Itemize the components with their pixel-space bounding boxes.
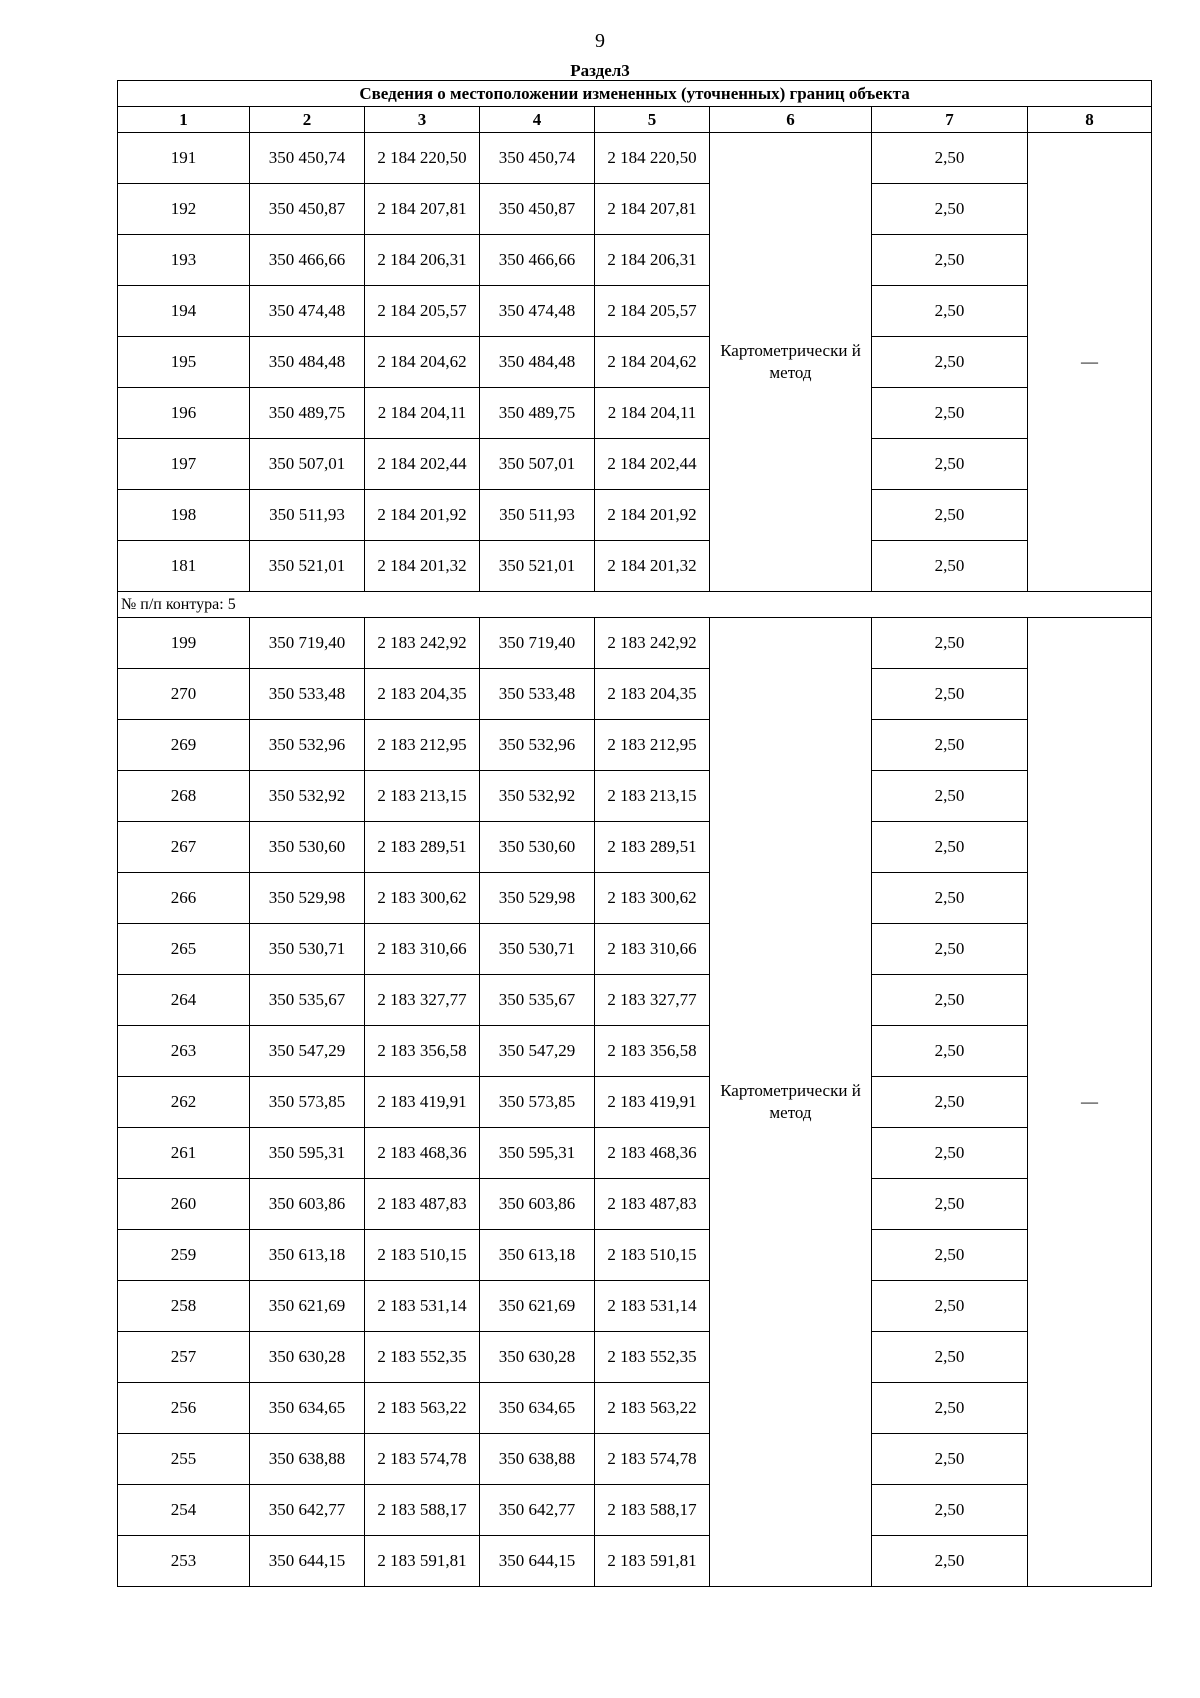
point-number-cell: 259 [118, 1230, 250, 1281]
y-new-cell: 2 183 574,78 [595, 1434, 710, 1485]
x-existing-cell: 350 530,71 [250, 924, 365, 975]
point-number-cell: 181 [118, 541, 250, 592]
y-new-cell: 2 183 213,15 [595, 771, 710, 822]
column-header-3: 3 [365, 107, 480, 133]
precision-cell: 2,50 [872, 439, 1028, 490]
method-cell: Картометрически й метод [710, 133, 872, 592]
point-number-cell: 262 [118, 1077, 250, 1128]
boundary-coordinates-table [117, 80, 1152, 1587]
x-existing-cell: 350 634,65 [250, 1383, 365, 1434]
page-number: 9 [595, 30, 605, 52]
column-header-7: 7 [872, 107, 1028, 133]
y-new-cell: 2 184 202,44 [595, 439, 710, 490]
x-existing-cell: 350 529,98 [250, 873, 365, 924]
point-number-cell: 264 [118, 975, 250, 1026]
x-existing-cell: 350 613,18 [250, 1230, 365, 1281]
y-new-cell: 2 184 201,92 [595, 490, 710, 541]
precision-cell: 2,50 [872, 822, 1028, 873]
table-row [118, 388, 1152, 439]
y-existing-cell: 2 184 207,81 [365, 184, 480, 235]
table-row [118, 720, 1152, 771]
x-new-cell: 350 573,85 [480, 1077, 595, 1128]
table-row [118, 286, 1152, 337]
table-title-row [118, 81, 1152, 107]
point-number-cell: 270 [118, 669, 250, 720]
y-existing-cell: 2 183 356,58 [365, 1026, 480, 1077]
x-existing-cell: 350 533,48 [250, 669, 365, 720]
table-row [118, 1128, 1152, 1179]
y-new-cell: 2 184 204,11 [595, 388, 710, 439]
y-existing-cell: 2 183 327,77 [365, 975, 480, 1026]
y-new-cell: 2 183 588,17 [595, 1485, 710, 1536]
y-existing-cell: 2 184 220,50 [365, 133, 480, 184]
precision-cell: 2,50 [872, 873, 1028, 924]
table-row [118, 184, 1152, 235]
y-existing-cell: 2 183 289,51 [365, 822, 480, 873]
contour-label: № п/п контура: 5 [118, 592, 1152, 618]
column-header-1: 1 [118, 107, 250, 133]
table-row [118, 1230, 1152, 1281]
precision-cell: 2,50 [872, 1281, 1028, 1332]
table-row [118, 822, 1152, 873]
y-existing-cell: 2 183 213,15 [365, 771, 480, 822]
y-existing-cell: 2 184 206,31 [365, 235, 480, 286]
y-new-cell: 2 183 289,51 [595, 822, 710, 873]
x-new-cell: 350 630,28 [480, 1332, 595, 1383]
x-existing-cell: 350 547,29 [250, 1026, 365, 1077]
point-number-cell: 254 [118, 1485, 250, 1536]
precision-cell: 2,50 [872, 618, 1028, 669]
table-row [118, 1281, 1152, 1332]
x-new-cell: 350 719,40 [480, 618, 595, 669]
point-number-cell: 260 [118, 1179, 250, 1230]
y-existing-cell: 2 183 574,78 [365, 1434, 480, 1485]
y-new-cell: 2 183 419,91 [595, 1077, 710, 1128]
x-new-cell: 350 533,48 [480, 669, 595, 720]
description-cell: — [1028, 618, 1152, 1587]
table-row [118, 490, 1152, 541]
point-number-cell: 255 [118, 1434, 250, 1485]
precision-cell: 2,50 [872, 1485, 1028, 1536]
y-existing-cell: 2 183 310,66 [365, 924, 480, 975]
x-new-cell: 350 521,01 [480, 541, 595, 592]
point-number-cell: 267 [118, 822, 250, 873]
table-row [118, 1434, 1152, 1485]
table-row [118, 541, 1152, 592]
y-new-cell: 2 183 356,58 [595, 1026, 710, 1077]
point-number-cell: 269 [118, 720, 250, 771]
y-new-cell: 2 183 487,83 [595, 1179, 710, 1230]
x-existing-cell: 350 603,86 [250, 1179, 365, 1230]
y-existing-cell: 2 184 204,11 [365, 388, 480, 439]
y-existing-cell: 2 183 212,95 [365, 720, 480, 771]
x-new-cell: 350 595,31 [480, 1128, 595, 1179]
column-number-row [118, 107, 1152, 133]
x-existing-cell: 350 484,48 [250, 337, 365, 388]
precision-cell: 2,50 [872, 286, 1028, 337]
precision-cell: 2,50 [872, 541, 1028, 592]
x-existing-cell: 350 630,28 [250, 1332, 365, 1383]
x-new-cell: 350 511,93 [480, 490, 595, 541]
y-new-cell: 2 183 531,14 [595, 1281, 710, 1332]
y-existing-cell: 2 183 419,91 [365, 1077, 480, 1128]
table-row [118, 1485, 1152, 1536]
table-row [118, 618, 1152, 669]
x-existing-cell: 350 511,93 [250, 490, 365, 541]
x-new-cell: 350 530,60 [480, 822, 595, 873]
x-existing-cell: 350 530,60 [250, 822, 365, 873]
x-existing-cell: 350 595,31 [250, 1128, 365, 1179]
x-existing-cell: 350 532,96 [250, 720, 365, 771]
point-number-cell: 195 [118, 337, 250, 388]
column-header-2: 2 [250, 107, 365, 133]
y-existing-cell: 2 183 588,17 [365, 1485, 480, 1536]
x-existing-cell: 350 535,67 [250, 975, 365, 1026]
x-new-cell: 350 535,67 [480, 975, 595, 1026]
point-number-cell: 196 [118, 388, 250, 439]
contour-row [118, 592, 1152, 618]
x-existing-cell: 350 532,92 [250, 771, 365, 822]
y-new-cell: 2 183 204,35 [595, 669, 710, 720]
table-body [118, 81, 1152, 1587]
y-existing-cell: 2 183 300,62 [365, 873, 480, 924]
y-existing-cell: 2 183 563,22 [365, 1383, 480, 1434]
x-new-cell: 350 507,01 [480, 439, 595, 490]
x-existing-cell: 350 644,15 [250, 1536, 365, 1587]
x-new-cell: 350 474,48 [480, 286, 595, 337]
point-number-cell: 194 [118, 286, 250, 337]
point-number-cell: 266 [118, 873, 250, 924]
precision-cell: 2,50 [872, 1332, 1028, 1383]
precision-cell: 2,50 [872, 490, 1028, 541]
y-existing-cell: 2 183 468,36 [365, 1128, 480, 1179]
y-new-cell: 2 184 207,81 [595, 184, 710, 235]
y-existing-cell: 2 183 531,14 [365, 1281, 480, 1332]
table-row [118, 337, 1152, 388]
y-existing-cell: 2 184 204,62 [365, 337, 480, 388]
point-number-cell: 198 [118, 490, 250, 541]
table-row [118, 924, 1152, 975]
point-number-cell: 261 [118, 1128, 250, 1179]
x-existing-cell: 350 474,48 [250, 286, 365, 337]
point-number-cell: 253 [118, 1536, 250, 1587]
y-existing-cell: 2 183 591,81 [365, 1536, 480, 1587]
point-number-cell: 192 [118, 184, 250, 235]
x-existing-cell: 350 573,85 [250, 1077, 365, 1128]
point-number-cell: 258 [118, 1281, 250, 1332]
x-new-cell: 350 621,69 [480, 1281, 595, 1332]
x-new-cell: 350 532,92 [480, 771, 595, 822]
x-new-cell: 350 634,65 [480, 1383, 595, 1434]
y-new-cell: 2 184 205,57 [595, 286, 710, 337]
precision-cell: 2,50 [872, 1536, 1028, 1587]
point-number-cell: 257 [118, 1332, 250, 1383]
precision-cell: 2,50 [872, 1434, 1028, 1485]
x-new-cell: 350 530,71 [480, 924, 595, 975]
section-label: Раздел3 [570, 61, 630, 80]
table-row [118, 1383, 1152, 1434]
y-new-cell: 2 183 591,81 [595, 1536, 710, 1587]
y-existing-cell: 2 183 510,15 [365, 1230, 480, 1281]
x-new-cell: 350 603,86 [480, 1179, 595, 1230]
description-cell: — [1028, 133, 1152, 592]
y-existing-cell: 2 183 204,35 [365, 669, 480, 720]
x-existing-cell: 350 450,74 [250, 133, 365, 184]
y-existing-cell: 2 183 552,35 [365, 1332, 480, 1383]
x-new-cell: 350 547,29 [480, 1026, 595, 1077]
point-number-cell: 265 [118, 924, 250, 975]
x-existing-cell: 350 507,01 [250, 439, 365, 490]
precision-cell: 2,50 [872, 975, 1028, 1026]
y-existing-cell: 2 184 201,92 [365, 490, 480, 541]
precision-cell: 2,50 [872, 771, 1028, 822]
y-new-cell: 2 184 204,62 [595, 337, 710, 388]
precision-cell: 2,50 [872, 1230, 1028, 1281]
precision-cell: 2,50 [872, 133, 1028, 184]
precision-cell: 2,50 [872, 1179, 1028, 1230]
y-new-cell: 2 183 310,66 [595, 924, 710, 975]
table-row [118, 1332, 1152, 1383]
x-new-cell: 350 489,75 [480, 388, 595, 439]
x-new-cell: 350 644,15 [480, 1536, 595, 1587]
x-new-cell: 350 450,74 [480, 133, 595, 184]
precision-cell: 2,50 [872, 924, 1028, 975]
x-existing-cell: 350 642,77 [250, 1485, 365, 1536]
method-cell: Картометрически й метод [710, 618, 872, 1587]
point-number-cell: 199 [118, 618, 250, 669]
x-existing-cell: 350 621,69 [250, 1281, 365, 1332]
table-row [118, 1536, 1152, 1587]
x-new-cell: 350 613,18 [480, 1230, 595, 1281]
x-new-cell: 350 484,48 [480, 337, 595, 388]
point-number-cell: 191 [118, 133, 250, 184]
x-existing-cell: 350 489,75 [250, 388, 365, 439]
x-existing-cell: 350 450,87 [250, 184, 365, 235]
precision-cell: 2,50 [872, 184, 1028, 235]
x-new-cell: 350 532,96 [480, 720, 595, 771]
column-header-6: 6 [710, 107, 872, 133]
x-new-cell: 350 466,66 [480, 235, 595, 286]
x-new-cell: 350 450,87 [480, 184, 595, 235]
precision-cell: 2,50 [872, 1026, 1028, 1077]
point-number-cell: 193 [118, 235, 250, 286]
precision-cell: 2,50 [872, 388, 1028, 439]
y-new-cell: 2 184 220,50 [595, 133, 710, 184]
y-new-cell: 2 183 563,22 [595, 1383, 710, 1434]
table-row [118, 1077, 1152, 1128]
y-new-cell: 2 183 327,77 [595, 975, 710, 1026]
precision-cell: 2,50 [872, 1077, 1028, 1128]
point-number-cell: 263 [118, 1026, 250, 1077]
table-title: Сведения о местоположении измененных (уточненных) границ объекта [118, 81, 1152, 107]
y-new-cell: 2 183 468,36 [595, 1128, 710, 1179]
y-new-cell: 2 183 510,15 [595, 1230, 710, 1281]
table-row [118, 235, 1152, 286]
precision-cell: 2,50 [872, 235, 1028, 286]
y-existing-cell: 2 184 201,32 [365, 541, 480, 592]
table-row [118, 975, 1152, 1026]
column-header-4: 4 [480, 107, 595, 133]
y-existing-cell: 2 183 487,83 [365, 1179, 480, 1230]
precision-cell: 2,50 [872, 337, 1028, 388]
y-new-cell: 2 183 300,62 [595, 873, 710, 924]
y-existing-cell: 2 184 205,57 [365, 286, 480, 337]
x-existing-cell: 350 719,40 [250, 618, 365, 669]
table-row [118, 669, 1152, 720]
table-row [118, 771, 1152, 822]
point-number-cell: 197 [118, 439, 250, 490]
x-new-cell: 350 638,88 [480, 1434, 595, 1485]
precision-cell: 2,50 [872, 1128, 1028, 1179]
column-header-5: 5 [595, 107, 710, 133]
table-row [118, 1179, 1152, 1230]
column-header-8: 8 [1028, 107, 1152, 133]
y-new-cell: 2 184 201,32 [595, 541, 710, 592]
point-number-cell: 268 [118, 771, 250, 822]
y-existing-cell: 2 184 202,44 [365, 439, 480, 490]
x-existing-cell: 350 466,66 [250, 235, 365, 286]
table-row [118, 873, 1152, 924]
y-new-cell: 2 183 552,35 [595, 1332, 710, 1383]
y-new-cell: 2 183 242,92 [595, 618, 710, 669]
table-row [118, 1026, 1152, 1077]
y-new-cell: 2 184 206,31 [595, 235, 710, 286]
precision-cell: 2,50 [872, 720, 1028, 771]
x-new-cell: 350 642,77 [480, 1485, 595, 1536]
precision-cell: 2,50 [872, 669, 1028, 720]
x-existing-cell: 350 521,01 [250, 541, 365, 592]
x-new-cell: 350 529,98 [480, 873, 595, 924]
table-row [118, 133, 1152, 184]
x-existing-cell: 350 638,88 [250, 1434, 365, 1485]
point-number-cell: 256 [118, 1383, 250, 1434]
y-existing-cell: 2 183 242,92 [365, 618, 480, 669]
precision-cell: 2,50 [872, 1383, 1028, 1434]
y-new-cell: 2 183 212,95 [595, 720, 710, 771]
table-row [118, 439, 1152, 490]
